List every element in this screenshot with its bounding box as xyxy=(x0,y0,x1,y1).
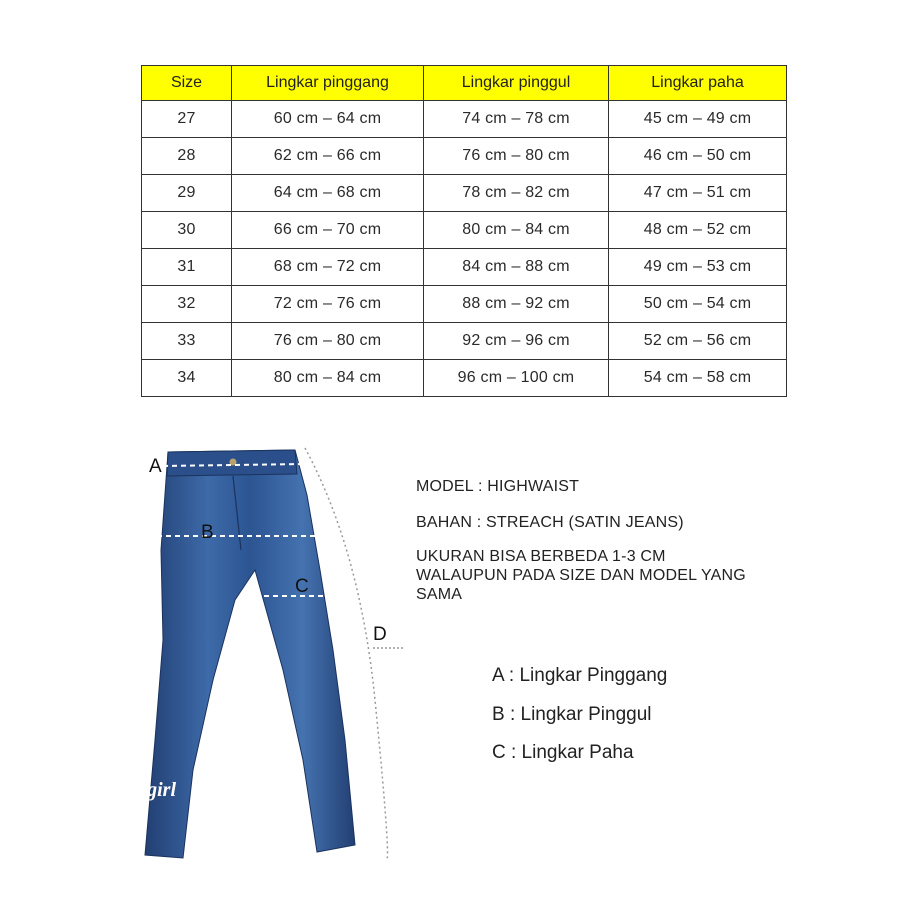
watermark: MC girl xyxy=(111,779,177,801)
model-info: MODEL : HIGHWAIST xyxy=(416,478,580,495)
cell-hip: 78 cm – 82 cm xyxy=(424,175,609,212)
cell-waist: 72 cm – 76 cm xyxy=(232,286,424,323)
cell-size: 28 xyxy=(142,138,232,175)
table-row xyxy=(142,286,787,323)
cell-waist: 60 cm – 64 cm xyxy=(232,101,424,138)
cell-waist: 66 cm – 70 cm xyxy=(232,212,424,249)
cell-thigh: 48 cm – 52 cm xyxy=(609,212,787,249)
cell-size: 31 xyxy=(142,249,232,286)
size-note-line: UKURAN BISA BERBEDA 1-3 CM xyxy=(416,548,666,565)
cell-size: 30 xyxy=(142,212,232,249)
legend-thigh: C : Lingkar Paha xyxy=(492,742,634,763)
cell-hip: 96 cm – 100 cm xyxy=(424,360,609,397)
marker-c: C xyxy=(295,576,309,597)
table-row xyxy=(142,101,787,138)
size-note xyxy=(416,547,836,604)
cell-hip: 76 cm – 80 cm xyxy=(424,138,609,175)
marker-d: D xyxy=(373,624,387,645)
cell-thigh: 45 cm – 49 cm xyxy=(609,101,787,138)
cell-thigh: 49 cm – 53 cm xyxy=(609,249,787,286)
cell-hip: 88 cm – 92 cm xyxy=(424,286,609,323)
size-note-line: WALAUPUN PADA SIZE DAN MODEL YANG xyxy=(416,567,746,584)
cell-thigh: 47 cm – 51 cm xyxy=(609,175,787,212)
table-row xyxy=(142,212,787,249)
jeans-illustration xyxy=(145,450,355,858)
table-row xyxy=(142,175,787,212)
cell-thigh: 50 cm – 54 cm xyxy=(609,286,787,323)
cell-waist: 64 cm – 68 cm xyxy=(232,175,424,212)
material-info: BAHAN : STREACH (SATIN JEANS) xyxy=(416,514,684,531)
cell-hip: 74 cm – 78 cm xyxy=(424,101,609,138)
cell-waist: 80 cm – 84 cm xyxy=(232,360,424,397)
table-row xyxy=(142,323,787,360)
table-row xyxy=(142,138,787,175)
header-hip: Lingkar pinggul xyxy=(424,66,609,101)
cell-hip: 84 cm – 88 cm xyxy=(424,249,609,286)
marker-b: B xyxy=(201,522,214,543)
cell-waist: 62 cm – 66 cm xyxy=(232,138,424,175)
header-waist: Lingkar pinggang xyxy=(232,66,424,101)
header-size: Size xyxy=(142,66,232,101)
cell-size: 33 xyxy=(142,323,232,360)
table-header-row xyxy=(142,66,787,101)
jeans-measurement-diagram xyxy=(105,440,425,880)
table-row xyxy=(142,249,787,286)
cell-hip: 92 cm – 96 cm xyxy=(424,323,609,360)
cell-thigh: 52 cm – 56 cm xyxy=(609,323,787,360)
table-row xyxy=(142,360,787,397)
legend-waist: A : Lingkar Pinggang xyxy=(492,665,668,686)
cell-thigh: 54 cm – 58 cm xyxy=(609,360,787,397)
cell-size: 32 xyxy=(142,286,232,323)
cell-waist: 76 cm – 80 cm xyxy=(232,323,424,360)
cell-size: 29 xyxy=(142,175,232,212)
size-chart-table xyxy=(141,65,787,397)
cell-size: 34 xyxy=(142,360,232,397)
cell-hip: 80 cm – 84 cm xyxy=(424,212,609,249)
header-thigh: Lingkar paha xyxy=(609,66,787,101)
cell-size: 27 xyxy=(142,101,232,138)
cell-thigh: 46 cm – 50 cm xyxy=(609,138,787,175)
cell-waist: 68 cm – 72 cm xyxy=(232,249,424,286)
legend-hip: B : Lingkar Pinggul xyxy=(492,704,652,725)
size-note-line: SAMA xyxy=(416,586,463,603)
marker-a: A xyxy=(149,456,162,477)
